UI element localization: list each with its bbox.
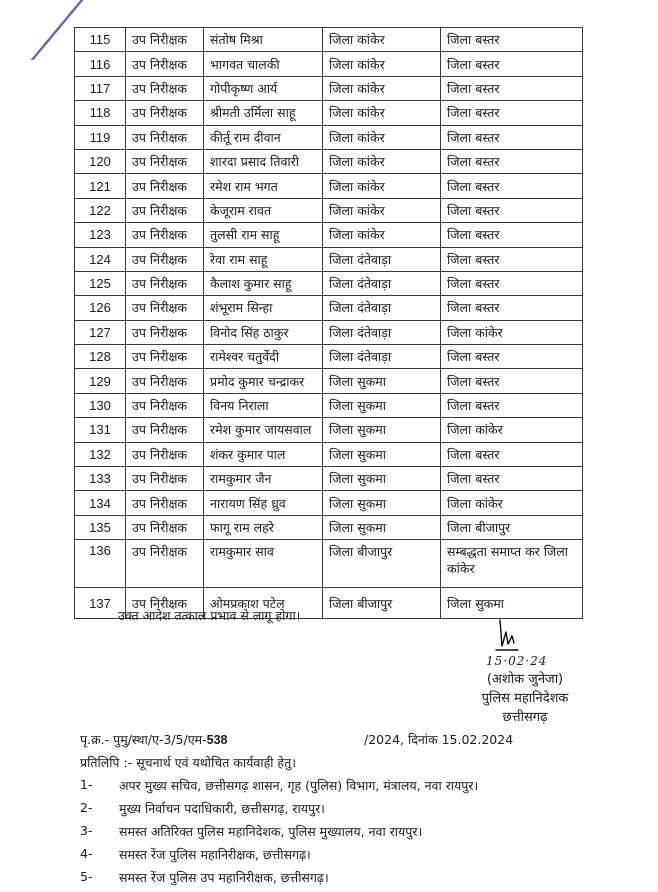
from-district-cell: जिला दंतेवाड़ा: [323, 271, 441, 295]
table-row: [75, 320, 583, 344]
signature-mark: [494, 618, 524, 654]
serial-cell: 134: [75, 491, 126, 515]
rank-cell: उप निरीक्षक: [126, 418, 204, 442]
transfer-table-body: [75, 28, 583, 619]
table-row: [75, 369, 583, 393]
to-district-cell: जिला बस्तर: [441, 271, 583, 295]
to-district-cell: जिला बस्तर: [441, 52, 583, 76]
from-district-cell: जिला बीजापुर: [323, 540, 441, 588]
to-district-cell: जिला बस्तर: [441, 345, 583, 369]
name-cell: रेवा राम साहू: [204, 247, 323, 271]
serial-cell: 121: [75, 174, 126, 198]
name-cell: रमेश राम भगत: [204, 174, 323, 198]
from-district-cell: जिला सुकमा: [323, 393, 441, 417]
distribution-index: 1-: [80, 777, 93, 792]
transfer-table: [74, 27, 583, 619]
from-district-cell: जिला कांकेर: [323, 223, 441, 247]
serial-cell: 115: [75, 28, 126, 52]
distribution-item: [80, 869, 620, 892]
to-district-cell: जिला बस्तर: [441, 125, 583, 149]
signatory-state: छत्तीसगढ़: [502, 710, 548, 725]
serial-cell: 130: [75, 393, 126, 417]
to-district-cell: जिला बस्तर: [441, 442, 583, 466]
serial-cell: 136: [75, 540, 126, 588]
table-row: [75, 247, 583, 271]
table-row: [75, 442, 583, 466]
rank-cell: उप निरीक्षक: [126, 271, 204, 295]
rank-cell: उप निरीक्षक: [126, 393, 204, 417]
rank-cell: उप निरीक्षक: [126, 296, 204, 320]
distribution-text: मुख्य निर्वाचन पदाधिकारी, छत्तीसगढ़, रायपुर।: [119, 801, 325, 816]
to-district-cell: जिला बस्तर: [441, 393, 583, 417]
rank-cell: उप निरीक्षक: [126, 101, 204, 125]
reference-date: /2024, दिनांक 15.02.2024: [364, 732, 514, 747]
rank-cell: उप निरीक्षक: [126, 588, 204, 619]
to-district-cell: जिला बस्तर: [441, 149, 583, 173]
name-cell: भागवत चालकी: [204, 52, 323, 76]
table-row: [75, 101, 583, 125]
name-cell: रामकुमार जैन: [204, 467, 323, 491]
rank-cell: उप निरीक्षक: [126, 125, 204, 149]
rank-cell: उप निरीक्षक: [126, 149, 204, 173]
rank-cell: उप निरीक्षक: [126, 76, 204, 100]
serial-cell: 129: [75, 369, 126, 393]
table-row: [75, 515, 583, 539]
rank-cell: उप निरीक्षक: [126, 515, 204, 539]
serial-cell: 128: [75, 345, 126, 369]
serial-cell: 132: [75, 442, 126, 466]
rank-cell: उप निरीक्षक: [126, 442, 204, 466]
distribution-index: 5-: [80, 869, 93, 884]
to-district-cell: जिला कांकेर: [441, 418, 583, 442]
to-district-cell: जिला बस्तर: [441, 369, 583, 393]
to-district-cell: जिला कांकेर: [441, 491, 583, 515]
rank-cell: उप निरीक्षक: [126, 52, 204, 76]
name-cell: श्रीमती उर्मिला साहू: [204, 101, 323, 125]
from-district-cell: जिला दंतेवाड़ा: [323, 247, 441, 271]
name-cell: शंभूराम सिन्हा: [204, 296, 323, 320]
distribution-item: [80, 800, 620, 823]
from-district-cell: जिला कांकेर: [323, 76, 441, 100]
from-district-cell: जिला दंतेवाड़ा: [323, 320, 441, 344]
serial-cell: 123: [75, 223, 126, 247]
table-row: [75, 28, 583, 52]
serial-cell: 118: [75, 101, 126, 125]
name-cell: रमेश कुमार जायसवाल: [204, 418, 323, 442]
table-row: [75, 418, 583, 442]
signatory-designation: पुलिस महानिदेशक: [481, 691, 569, 706]
signature-date: 15·02·24: [486, 654, 548, 668]
order-effect-note: उक्त आदेश तत्काल प्रभाव से लागू होगा।: [118, 608, 301, 623]
to-district-cell: जिला बस्तर: [441, 467, 583, 491]
from-district-cell: जिला कांकेर: [323, 198, 441, 222]
name-cell: विनय निराला: [204, 393, 323, 417]
serial-cell: 127: [75, 320, 126, 344]
serial-cell: 135: [75, 515, 126, 539]
signatory-block: [460, 670, 590, 727]
rank-cell: उप निरीक्षक: [126, 174, 204, 198]
table-row: [75, 125, 583, 149]
from-district-cell: जिला कांकेर: [323, 149, 441, 173]
table-row: [75, 271, 583, 295]
rank-cell: उप निरीक्षक: [126, 28, 204, 52]
table-row: [75, 491, 583, 515]
name-cell: शारदा प्रसाद तिवारी: [204, 149, 323, 173]
to-district-cell: जिला बस्तर: [441, 223, 583, 247]
distribution-item: [80, 846, 620, 869]
to-district-cell: जिला बीजापुर: [441, 515, 583, 539]
name-cell: गोपीकृष्ण आर्य: [204, 76, 323, 100]
reference-prefix: पृ.क्र.- पुमु/स्था/ए-3/5/एम-: [80, 732, 207, 747]
name-cell: प्रमोद कुमार चन्द्राकर: [204, 369, 323, 393]
from-district-cell: जिला कांकेर: [323, 174, 441, 198]
copy-note: प्रतिलिपि :- सूचनार्थ एवं यथोचित कार्यवाही हेतु।: [80, 755, 296, 770]
distribution-text: समस्त अतिरिक्त पुलिस महानिदेशक, पुलिस मुख्यालय, नवा रायपुर।: [119, 824, 423, 839]
serial-cell: 126: [75, 296, 126, 320]
distribution-text: समस्त रेंज पुलिस उप महानिरीक्षक, छत्तीसगढ़।: [119, 870, 329, 885]
table-row: [75, 198, 583, 222]
from-district-cell: जिला दंतेवाड़ा: [323, 296, 441, 320]
to-district-cell: जिला बस्तर: [441, 296, 583, 320]
from-district-cell: जिला सुकमा: [323, 418, 441, 442]
name-cell: विनोद सिंह ठाकुर: [204, 320, 323, 344]
from-district-cell: जिला बीजापुर: [323, 588, 441, 619]
name-cell: रामकुमार साव: [204, 540, 323, 588]
from-district-cell: जिला सुकमा: [323, 515, 441, 539]
rank-cell: उप निरीक्षक: [126, 491, 204, 515]
to-district-cell: जिला बस्तर: [441, 28, 583, 52]
to-district-cell: जिला कांकेर: [441, 320, 583, 344]
rank-cell: उप निरीक्षक: [126, 369, 204, 393]
from-district-cell: जिला कांकेर: [323, 101, 441, 125]
name-cell: संतोष मिश्रा: [204, 28, 323, 52]
reference-number: [80, 731, 227, 748]
name-cell: केजूराम रावत: [204, 198, 323, 222]
from-district-cell: जिला कांकेर: [323, 28, 441, 52]
distribution-list: [80, 777, 620, 892]
distribution-index: 2-: [80, 800, 93, 815]
from-district-cell: जिला दंतेवाड़ा: [323, 345, 441, 369]
distribution-item: [80, 823, 620, 846]
name-cell: शंकर कुमार पाल: [204, 442, 323, 466]
serial-cell: 125: [75, 271, 126, 295]
rank-cell: उप निरीक्षक: [126, 540, 204, 588]
name-cell: फागू राम लहरे: [204, 515, 323, 539]
table-row: [75, 540, 583, 588]
serial-cell: 117: [75, 76, 126, 100]
serial-cell: 133: [75, 467, 126, 491]
distribution-text: अपर मुख्य सचिव, छत्तीसगढ़ शासन, गृह (पुलिस) विभाग, मंत्रालय, नवा रायपुर।: [119, 778, 479, 793]
table-row: [75, 467, 583, 491]
name-cell: रामेश्वर चतुर्वेदी: [204, 345, 323, 369]
serial-cell: 122: [75, 198, 126, 222]
from-district-cell: जिला कांकेर: [323, 52, 441, 76]
table-row: [75, 76, 583, 100]
table-row: [75, 393, 583, 417]
rank-cell: उप निरीक्षक: [126, 198, 204, 222]
name-cell: तुलसी राम साहू: [204, 223, 323, 247]
to-district-cell: जिला बस्तर: [441, 247, 583, 271]
table-row: [75, 52, 583, 76]
serial-cell: 119: [75, 125, 126, 149]
to-district-cell: जिला बस्तर: [441, 198, 583, 222]
serial-cell: 137: [75, 588, 126, 619]
rank-cell: उप निरीक्षक: [126, 320, 204, 344]
to-district-cell: जिला सुकमा: [441, 588, 583, 619]
from-district-cell: जिला सुकमा: [323, 491, 441, 515]
table-row: [75, 149, 583, 173]
table-row: [75, 223, 583, 247]
distribution-index: 4-: [80, 846, 93, 861]
to-district-cell: जिला बस्तर: [441, 76, 583, 100]
rank-cell: उप निरीक्षक: [126, 223, 204, 247]
distribution-item: [80, 777, 620, 800]
rank-cell: उप निरीक्षक: [126, 467, 204, 491]
from-district-cell: जिला सुकमा: [323, 369, 441, 393]
name-cell: कैलाश कुमार साहू: [204, 271, 323, 295]
table-row: [75, 345, 583, 369]
serial-cell: 124: [75, 247, 126, 271]
serial-cell: 116: [75, 52, 126, 76]
rank-cell: उप निरीक्षक: [126, 345, 204, 369]
signatory-name: (अशोक जुनेजा): [486, 672, 564, 687]
reference-serial: 538: [206, 733, 228, 747]
from-district-cell: जिला सुकमा: [323, 442, 441, 466]
name-cell: कीर्तू राम दीवान: [204, 125, 323, 149]
from-district-cell: जिला कांकेर: [323, 125, 441, 149]
from-district-cell: जिला सुकमा: [323, 467, 441, 491]
name-cell: नारायण सिंह ध्रुव: [204, 491, 323, 515]
serial-cell: 120: [75, 149, 126, 173]
rank-cell: उप निरीक्षक: [126, 247, 204, 271]
table-row: [75, 174, 583, 198]
to-district-cell: जिला बस्तर: [441, 101, 583, 125]
to-district-cell: सम्बद्धता समाप्त कर जिला कांकेर: [441, 540, 583, 588]
name-cell: ओमप्रकाश पटेल: [204, 588, 323, 619]
distribution-index: 3-: [80, 823, 93, 838]
to-district-cell: जिला बस्तर: [441, 174, 583, 198]
distribution-text: समस्त रेंज पुलिस महानिरीक्षक, छत्तीसगढ़।: [119, 847, 311, 862]
serial-cell: 131: [75, 418, 126, 442]
table-row: [75, 296, 583, 320]
